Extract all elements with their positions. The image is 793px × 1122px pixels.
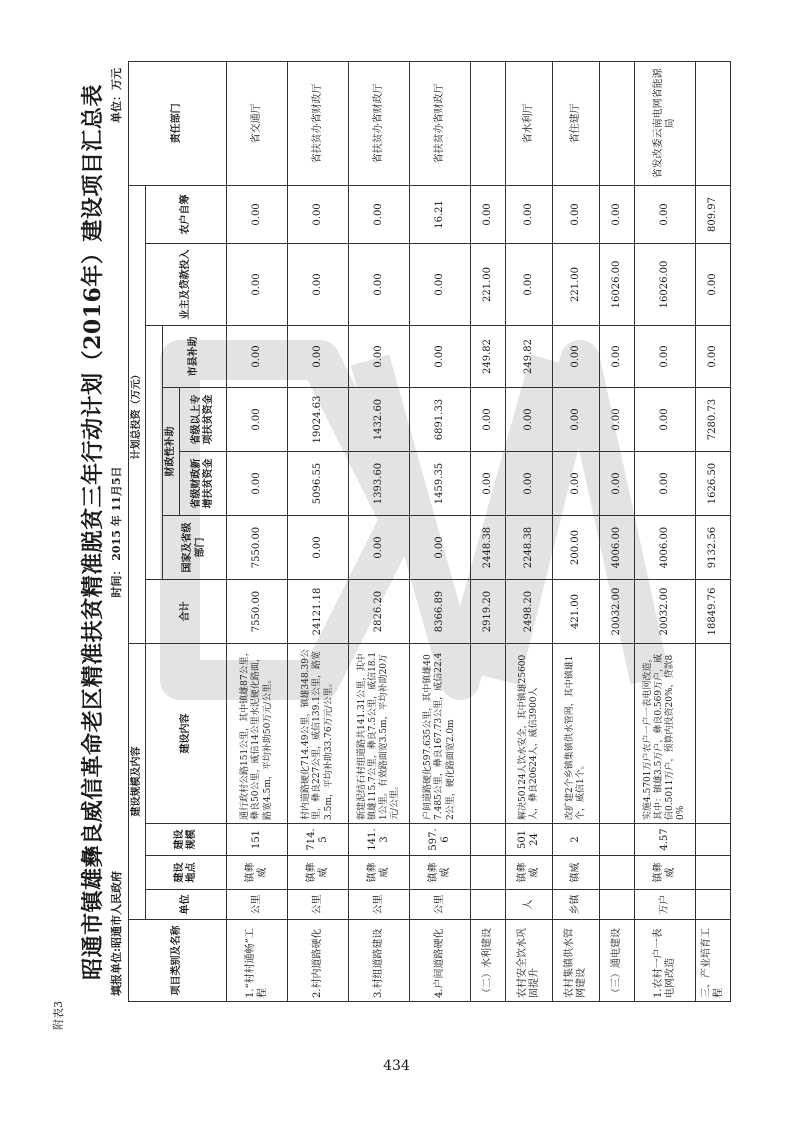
cell-unit: 公里 (349, 890, 410, 920)
cell-location (471, 856, 506, 890)
cell-national: 9132.56 (696, 516, 731, 580)
cell-dept: 省扶贫办省财政厅 (288, 61, 349, 185)
table-row (227, 61, 288, 1001)
cell-content: 新建泥结石村组道路共141.31公里，其中镇雄115.7公里，彝良7.5公里，威信18.11公里。有效路面宽3.5m，平均补助20万元/公里。 (349, 644, 410, 824)
cell-content: 解决50124人饮水安全，其中镇雄25600人，彝良20624人，威信3900人 (506, 644, 553, 824)
cell-scale: 4.57 (635, 824, 696, 856)
cell-city-county: 0.00 (696, 326, 731, 388)
cell-location: 镇彝威 (410, 856, 471, 890)
cell-prov-above: 7280.73 (696, 388, 731, 452)
cell-location: 镇彝威 (635, 856, 696, 890)
cell-scale: 597.6 (410, 824, 471, 856)
table-row (410, 61, 471, 1001)
header-national: 国家及省级部门 (163, 516, 227, 580)
table-body (227, 61, 731, 1001)
cell-prov-above: 1432.60 (349, 388, 410, 452)
header-content: 建设内容 (146, 644, 227, 824)
cell-project-name: 1.农村一户一表电网改造 (635, 920, 696, 1002)
fill-unit: 填报单位:昭通市人民政府 (110, 870, 123, 996)
cell-prov-new: 0.00 (506, 452, 553, 516)
cell-farmer: 0.00 (506, 185, 553, 243)
cell-location: 镇彝威 (506, 856, 553, 890)
cell-farmer: 809.97 (696, 185, 731, 243)
header-scale: 建设规模 (146, 824, 227, 856)
cell-loans: 0.00 (349, 244, 410, 326)
cell-national: 0.00 (349, 516, 410, 580)
cell-prov-above: 0.00 (553, 388, 600, 452)
cell-loans: 0.00 (227, 244, 288, 326)
cell-prov-above: 0.00 (506, 388, 553, 452)
table-row (288, 61, 349, 1001)
cell-unit (600, 890, 635, 920)
cell-project-name: （二）水利建设 (471, 920, 506, 1002)
cell-project-name: 农村安全饮水巩固提升 (506, 920, 553, 1002)
cell-total: 18849.76 (696, 580, 731, 644)
cell-location: 镇彝威 (227, 856, 288, 890)
cell-loans: 0.00 (506, 244, 553, 326)
header-farmer: 农户自筹 (146, 185, 227, 243)
cell-project-name: 4.户间道路硬化 (410, 920, 471, 1002)
cell-prov-new: 0.00 (471, 452, 506, 516)
cell-location: 镇彝威 (288, 856, 349, 890)
cell-total: 7550.00 (227, 580, 288, 644)
project-summary-table (128, 61, 731, 1002)
cell-total: 8366.89 (410, 580, 471, 644)
cell-loans: 0.00 (288, 244, 349, 326)
cell-scale (696, 824, 731, 856)
header-fiscal-group: 财政性补助 (163, 388, 180, 516)
cell-total: 20032.00 (635, 580, 696, 644)
cell-content (696, 644, 731, 824)
header-scale-group: 建设规模及内容 (129, 644, 146, 920)
header-location: 建设地点 (146, 856, 227, 890)
header-project: 项目类别及名称 (129, 920, 227, 1002)
cell-project-name: 3.村组道路建设 (349, 920, 410, 1002)
cell-dept: 省扶贫办省财政厅 (349, 61, 410, 185)
cell-scale (600, 824, 635, 856)
cell-content (600, 644, 635, 824)
table-row (506, 61, 553, 1001)
cell-prov-new: 1626.50 (696, 452, 731, 516)
cell-city-county: 0.00 (410, 326, 471, 388)
cell-project-name: （三）通电建设 (600, 920, 635, 1002)
cell-scale: 2 (553, 824, 600, 856)
cell-scale: 714.5 (288, 824, 349, 856)
cell-prov-above: 6891.33 (410, 388, 471, 452)
cell-total: 20032.00 (600, 580, 635, 644)
cell-location: 镇彝威 (349, 856, 410, 890)
cell-total: 2826.20 (349, 580, 410, 644)
cell-dept (696, 61, 731, 185)
cell-loans: 221.00 (553, 244, 600, 326)
cell-scale (471, 824, 506, 856)
cell-total: 421.00 (553, 580, 600, 644)
cell-unit: 公里 (410, 890, 471, 920)
cell-prov-new: 0.00 (635, 452, 696, 516)
cell-loans: 221.00 (471, 244, 506, 326)
cell-national: 2248.38 (506, 516, 553, 580)
cell-project-name: 2.村内道路硬化 (288, 920, 349, 1002)
rotated-sheet (62, 62, 728, 1002)
table-row (553, 61, 600, 1001)
cell-national: 4006.00 (635, 516, 696, 580)
cell-total: 2919.20 (471, 580, 506, 644)
cell-location (696, 856, 731, 890)
cell-unit: 万户 (635, 890, 696, 920)
table-row (600, 61, 635, 1001)
header-total: 合计 (146, 580, 227, 644)
header-prov-new: 省级财政新增扶贫资金 (180, 452, 227, 516)
cell-dept (471, 61, 506, 185)
cell-total: 24121.18 (288, 580, 349, 644)
cell-city-county: 0.00 (227, 326, 288, 388)
header-dept: 责任部门 (129, 61, 227, 185)
cell-project-name: 农村集镇供水管网建设 (553, 920, 600, 1002)
header-investment: 计划总投资（万元） (129, 185, 146, 643)
cell-prov-above: 19024.63 (288, 388, 349, 452)
cell-national: 4006.00 (600, 516, 635, 580)
cell-dept: 省水利厅 (506, 61, 553, 185)
cell-scale: 141.3 (349, 824, 410, 856)
cell-national: 2448.38 (471, 516, 506, 580)
cell-farmer: 0.00 (635, 185, 696, 243)
cell-farmer: 0.00 (471, 185, 506, 243)
cell-farmer: 0.00 (553, 185, 600, 243)
cell-unit (696, 890, 731, 920)
cell-prov-new: 0.00 (600, 452, 635, 516)
cell-dept: 省扶贫办省财政厅 (410, 61, 471, 185)
cell-total: 2498.20 (506, 580, 553, 644)
cell-loans: 16026.00 (600, 244, 635, 326)
cell-project-name: 三、产业培育工程 (696, 920, 731, 1002)
cell-prov-above: 0.00 (471, 388, 506, 452)
money-unit: 单位：万元 (110, 68, 123, 123)
cell-farmer: 0.00 (349, 185, 410, 243)
cell-content: 改扩建2个乡镇集镇供水管网，其中镇雄1个，威信1个。 (553, 644, 600, 824)
cell-national: 0.00 (288, 516, 349, 580)
cell-loans: 0.00 (696, 244, 731, 326)
report-time: 时间： 2015 年 11月5日 (110, 466, 123, 598)
cell-city-county: 0.00 (635, 326, 696, 388)
table-row (696, 61, 731, 1001)
cell-prov-new: 1393.60 (349, 452, 410, 516)
header-unit: 单位 (146, 890, 227, 920)
cell-unit: 公里 (227, 890, 288, 920)
cell-unit: 乡镇 (553, 890, 600, 920)
cell-city-county: 0.00 (553, 326, 600, 388)
header-fiscal-spacer (146, 326, 163, 580)
cell-city-county: 0.00 (288, 326, 349, 388)
cell-dept (600, 61, 635, 185)
cell-location (600, 856, 635, 890)
cell-dept: 省发改委云南电网省能源局 (635, 61, 696, 185)
cell-content: 实施4.5701万户农户一户一表电网改造，其中：镇雄3.5万户，彝良0.569万户，威信0.5011万户，预算内投资20%，贷款80% (635, 644, 696, 824)
header-prov-above: 省级以上专项扶贫资金 (180, 388, 227, 452)
table-row (349, 61, 410, 1001)
cell-city-county: 0.00 (600, 326, 635, 388)
cell-national: 200.00 (553, 516, 600, 580)
cell-unit: 公里 (288, 890, 349, 920)
cell-content (471, 644, 506, 824)
cell-city-county: 0.00 (349, 326, 410, 388)
cell-farmer: 16.21 (410, 185, 471, 243)
cell-dept: 省交通厅 (227, 61, 288, 185)
cell-scale: 151 (227, 824, 288, 856)
header-loans: 业主及贷款投入 (146, 244, 227, 326)
cell-national: 0.00 (410, 516, 471, 580)
document-title: 昭通市镇雄彝良威信革命老区精准扶贫精准脱贫三年行动计划（2016年）建设项目汇总表 (80, 84, 106, 980)
cell-prov-new: 1459.35 (410, 452, 471, 516)
cell-farmer: 0.00 (600, 185, 635, 243)
table-row (471, 61, 506, 1001)
table-row (635, 61, 696, 1001)
cell-national: 7550.00 (227, 516, 288, 580)
meta-row (108, 62, 126, 1002)
cell-prov-above: 0.00 (635, 388, 696, 452)
cell-content: 村内道路硬化714.49公里，镇雄348.39公里，彝良227公里，威信139.1公里，路宽3.5m，平均补助33.76万元/公里。 (288, 644, 349, 824)
cell-farmer: 0.00 (288, 185, 349, 243)
cell-unit (471, 890, 506, 920)
header-city-county: 市县补助 (163, 326, 227, 388)
cell-scale: 50124 (506, 824, 553, 856)
appendix-label: 附表3 (52, 1001, 65, 1030)
cell-content: 通行政村公路151公里，其中镇雄87公里，彝良50公里，威信14公里水泥硬化路面，路宽4.5m，平均补助50万元/公里。 (227, 644, 288, 824)
cell-prov-above: 0.00 (227, 388, 288, 452)
cell-farmer: 0.00 (227, 185, 288, 243)
cell-content: 户间道路硬化597.635公里，其中镇雄407.485公里，彝良167.73公里，威信22.42公里，硬化路面宽2.0m (410, 644, 471, 824)
cell-project-name: 1.“村村通畅”工程 (227, 920, 288, 1002)
cell-loans: 16026.00 (635, 244, 696, 326)
cell-city-county: 249.82 (506, 326, 553, 388)
cell-prov-new: 0.00 (553, 452, 600, 516)
page-number: 434 (383, 1058, 410, 1074)
cell-location: 镇威 (553, 856, 600, 890)
cell-loans: 0.00 (410, 244, 471, 326)
cell-unit: 人 (506, 890, 553, 920)
cell-prov-new: 0.00 (227, 452, 288, 516)
cell-dept: 省住建厅 (553, 61, 600, 185)
cell-prov-new: 5096.55 (288, 452, 349, 516)
cell-prov-above: 0.00 (600, 388, 635, 452)
cell-city-county: 249.82 (471, 326, 506, 388)
